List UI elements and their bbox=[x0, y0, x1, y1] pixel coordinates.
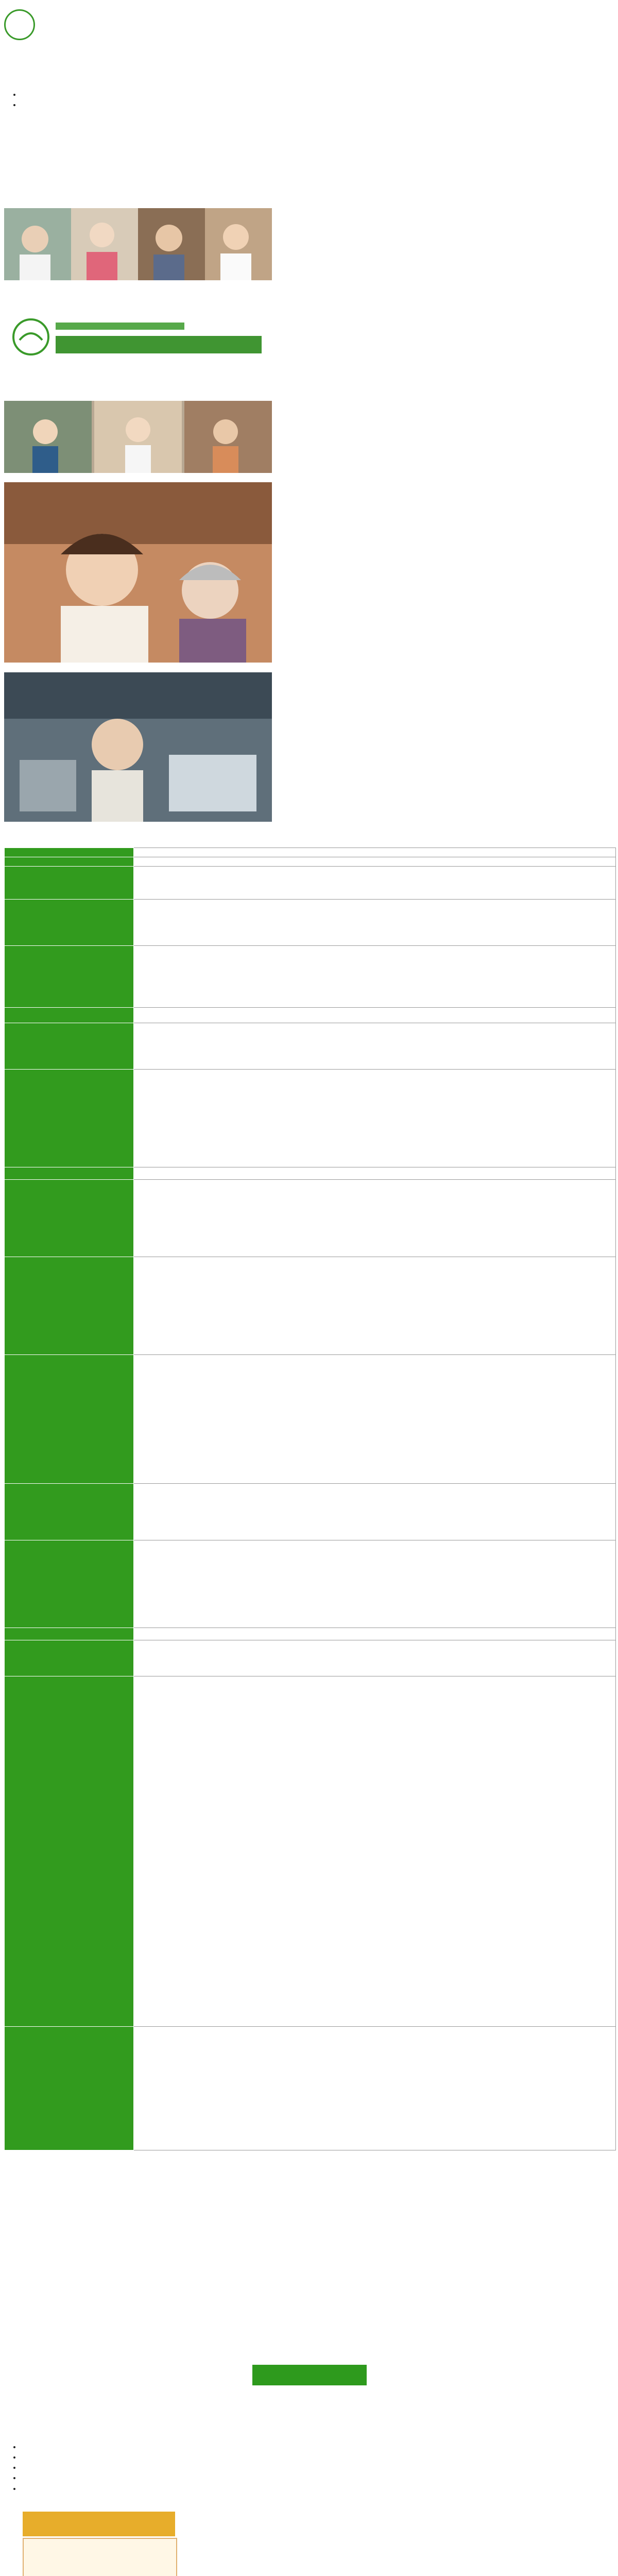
table-row bbox=[5, 2027, 616, 2150]
table-row bbox=[5, 1676, 616, 2027]
site-logo[interactable] bbox=[4, 9, 38, 40]
ninjin-banner[interactable] bbox=[23, 2512, 175, 2536]
group-photo-collage bbox=[4, 401, 272, 473]
table-row bbox=[5, 1167, 616, 1180]
staff-photo-collage bbox=[4, 208, 272, 280]
table-row bbox=[5, 857, 616, 867]
table-row bbox=[5, 946, 616, 1008]
table-row bbox=[5, 1023, 616, 1070]
activity-photo bbox=[4, 672, 272, 822]
menu-list bbox=[4, 2442, 21, 2494]
care-photo bbox=[4, 482, 272, 663]
table-row bbox=[5, 1355, 616, 1484]
logo-banner bbox=[4, 311, 272, 368]
manga-banner[interactable] bbox=[23, 2538, 177, 2576]
table-row bbox=[5, 900, 616, 946]
breadcrumb bbox=[4, 90, 21, 110]
table-row bbox=[5, 848, 616, 857]
table-row bbox=[5, 1484, 616, 1540]
table-row bbox=[5, 1628, 616, 1640]
table-row bbox=[5, 867, 616, 900]
table-row bbox=[5, 1180, 616, 1257]
logo-mark-icon bbox=[4, 9, 35, 40]
table-row bbox=[5, 1070, 616, 1167]
entry-button[interactable] bbox=[252, 2365, 367, 2385]
table-row bbox=[5, 1257, 616, 1355]
table-row bbox=[5, 1008, 616, 1023]
job-detail-table bbox=[4, 848, 616, 2150]
table-row bbox=[5, 1540, 616, 1628]
table-row bbox=[5, 1640, 616, 1676]
